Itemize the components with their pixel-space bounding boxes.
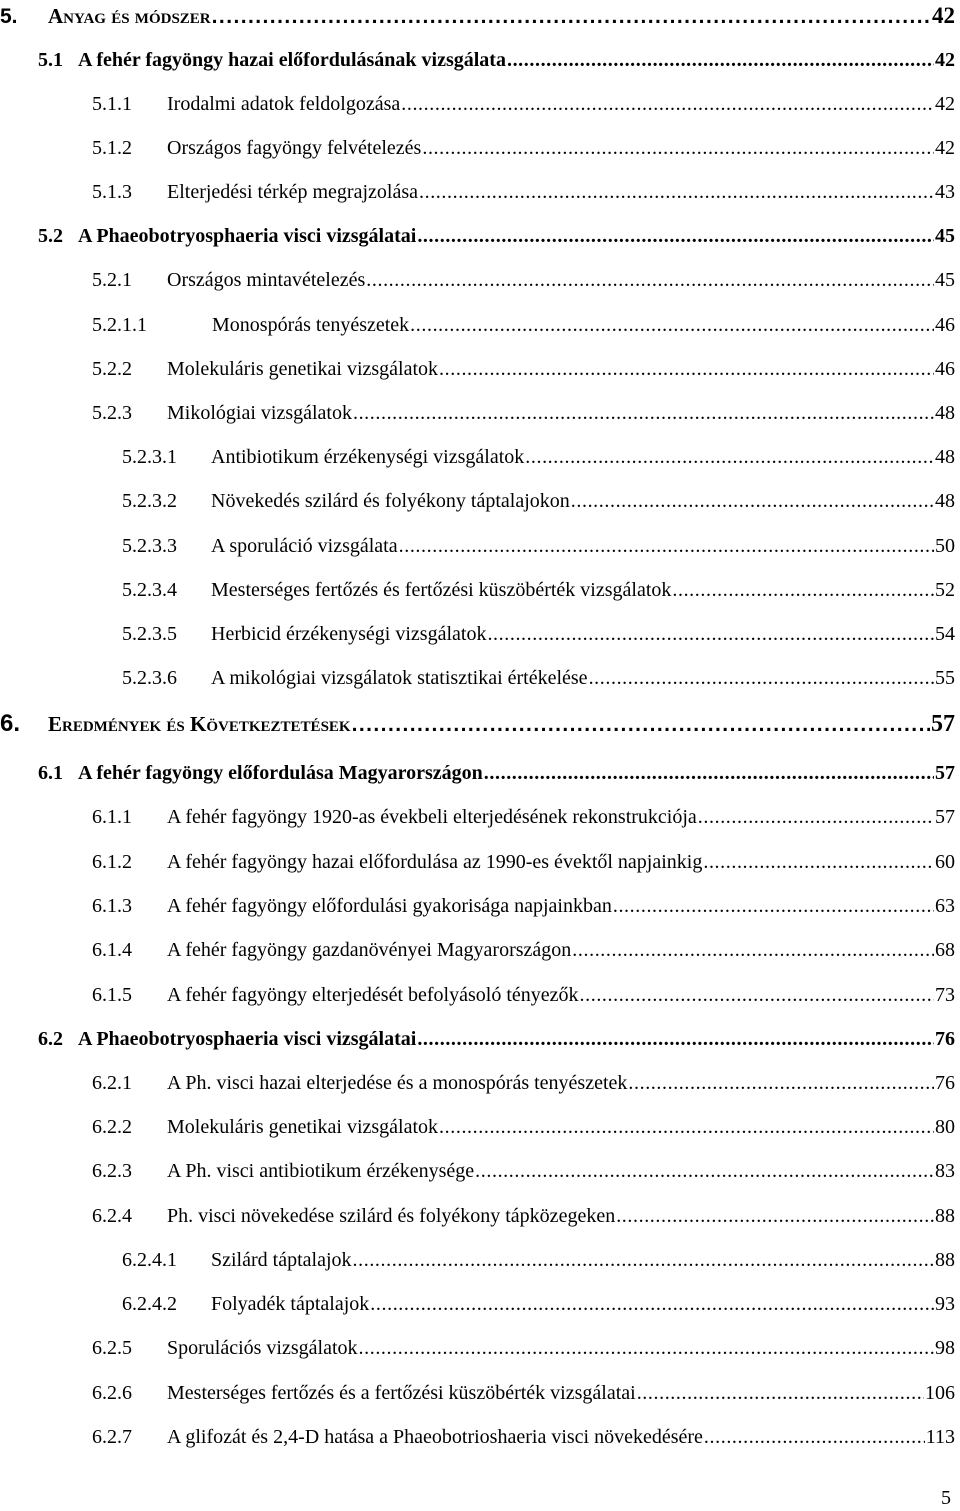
toc-title: Mesterséges fertőzés és a fertőzési küszöbérték vizsgálatai xyxy=(167,1382,636,1404)
toc-number: 5. xyxy=(0,5,18,28)
dot-leader xyxy=(439,353,934,385)
toc-page: 42 xyxy=(935,49,955,71)
toc-entry-chapter-5[interactable] xyxy=(0,0,960,32)
dot-leader xyxy=(212,1,931,33)
dot-leader xyxy=(359,1332,934,1364)
toc-title: A fehér fagyöngy előfordulása Magyarországon xyxy=(78,762,483,784)
dot-leader xyxy=(417,220,934,252)
dot-leader xyxy=(672,574,934,606)
toc-page: 55 xyxy=(935,667,955,689)
toc-number: 6.2.1 xyxy=(92,1072,132,1094)
toc-page: 83 xyxy=(935,1160,955,1182)
page-number: 5 xyxy=(941,1487,951,1509)
toc-title: Molekuláris genetikai vizsgálatok xyxy=(167,358,439,380)
toc-title: A fehér fagyöngy 1920-as évekbeli elterjedésének rekonstrukciója xyxy=(167,806,697,828)
toc-title: A fehér fagyöngy elterjedését befolyásoló tényezők xyxy=(167,984,579,1006)
toc-number: 5.2 xyxy=(38,225,63,247)
toc-entry[interactable] xyxy=(0,1067,960,1099)
toc-entry[interactable] xyxy=(0,1111,960,1143)
toc-entry[interactable] xyxy=(0,1332,960,1364)
dot-leader xyxy=(439,1111,934,1143)
toc-title: Antibiotikum érzékenységi vizsgálatok xyxy=(211,446,525,468)
toc-number: 5.2.3.5 xyxy=(122,623,177,645)
toc-number: 6.2.7 xyxy=(92,1426,132,1448)
toc-page: 54 xyxy=(935,623,955,645)
toc-title: A Phaeobotryosphaeria visci vizsgálatai xyxy=(78,1028,417,1050)
toc-page: 46 xyxy=(935,314,955,336)
toc-page: 88 xyxy=(935,1205,955,1227)
toc-number: 6.2.4.1 xyxy=(122,1249,177,1271)
toc-title: Herbicid érzékenységi vizsgálatok xyxy=(211,623,487,645)
toc-number: 6.1.3 xyxy=(92,895,132,917)
toc-page: 73 xyxy=(935,984,955,1006)
dot-leader xyxy=(401,88,934,120)
toc-title: A glifozát és 2,4-D hatása a Phaeobotrioshaeria visci növekedésére xyxy=(167,1426,703,1448)
toc-entry[interactable] xyxy=(0,934,960,966)
toc-entry[interactable] xyxy=(0,1023,960,1055)
toc-page: 93 xyxy=(935,1293,955,1315)
dot-leader xyxy=(613,890,934,922)
dot-leader xyxy=(637,1377,924,1409)
dot-leader xyxy=(507,44,934,76)
toc-number: 6.2.6 xyxy=(92,1382,132,1404)
toc-title: Országos mintavételezés xyxy=(167,269,366,291)
toc-number: 6.2.3 xyxy=(92,1160,132,1182)
toc-title: Ph. visci növekedése szilárd és folyékony tápközegeken xyxy=(167,1205,616,1227)
toc-title: A fehér fagyöngy hazai előfordulása az 1990-es évektől napjainkig xyxy=(167,851,703,873)
toc-number: 5.2.3.4 xyxy=(122,579,177,601)
toc-entry[interactable] xyxy=(0,846,960,878)
dot-leader xyxy=(353,397,934,429)
toc-entry[interactable] xyxy=(0,801,960,833)
toc-title: Országos fagyöngy felvételezés xyxy=(167,137,422,159)
toc-entry[interactable] xyxy=(0,485,960,517)
toc-page: 106 xyxy=(925,1382,955,1404)
dot-leader xyxy=(572,934,934,966)
toc-title: A Phaeobotryosphaeria visci vizsgálatai xyxy=(78,225,417,247)
toc-title: A Ph. visci antibiotikum érzékenysége xyxy=(167,1160,475,1182)
toc-number: 6.1 xyxy=(38,762,63,784)
toc-entry[interactable] xyxy=(0,1288,960,1320)
toc-title: Mesterséges fertőzés és fertőzési küszöbérték vizsgálatok xyxy=(211,579,672,601)
dot-leader xyxy=(370,1288,934,1320)
toc-title: Sporulációs vizsgálatok xyxy=(167,1337,358,1359)
toc-number: 6.2.4.2 xyxy=(122,1293,177,1315)
toc-entry[interactable] xyxy=(0,530,960,562)
toc-number: 5.2.1 xyxy=(92,269,132,291)
toc-page: 57 xyxy=(935,806,955,828)
toc-page: 42 xyxy=(932,3,955,28)
toc-entry[interactable] xyxy=(0,264,960,296)
dot-leader xyxy=(419,176,934,208)
toc-entry[interactable] xyxy=(0,353,960,385)
toc-page: 76 xyxy=(935,1072,955,1094)
toc-entry[interactable] xyxy=(0,132,960,164)
dot-leader xyxy=(628,1067,934,1099)
toc-page: 50 xyxy=(935,535,955,557)
toc-page: 80 xyxy=(935,1116,955,1138)
toc-entry[interactable] xyxy=(0,979,960,1011)
toc-number: 5.2.3.2 xyxy=(122,490,177,512)
toc-page: 42 xyxy=(935,93,955,115)
dot-leader xyxy=(353,1244,934,1276)
toc-number: 5.2.2 xyxy=(92,358,132,380)
toc-title: A mikológiai vizsgálatok statisztikai értékelése xyxy=(211,667,588,689)
toc-page: 63 xyxy=(935,895,955,917)
dot-leader xyxy=(484,757,934,789)
toc-number: 6.1.2 xyxy=(92,851,132,873)
toc-title: A Ph. visci hazai elterjedése és a monospórás tenyészetek xyxy=(167,1072,628,1094)
toc-title: Folyadék táptalajok xyxy=(211,1293,370,1315)
toc-title: Növekedés szilárd és folyékony táptalajokon xyxy=(211,490,570,512)
dot-leader xyxy=(580,979,934,1011)
toc-number: 5.1.2 xyxy=(92,137,132,159)
toc-page: 76 xyxy=(935,1028,955,1050)
toc-page: 98 xyxy=(935,1337,955,1359)
dot-leader xyxy=(616,1200,934,1232)
toc-title: A sporuláció vizsgálata xyxy=(211,535,398,557)
toc-page: 57 xyxy=(931,711,955,737)
toc-page: 45 xyxy=(935,225,955,247)
toc-entry[interactable] xyxy=(0,1155,960,1187)
toc-entry[interactable] xyxy=(0,441,960,473)
toc-number: 6.2 xyxy=(38,1028,63,1050)
dot-leader xyxy=(352,709,930,741)
dot-leader xyxy=(698,801,934,833)
toc-entry[interactable] xyxy=(0,1377,960,1409)
toc-title: Irodalmi adatok feldolgozása xyxy=(167,93,401,115)
dot-leader xyxy=(703,846,934,878)
toc-number: 5.2.3.6 xyxy=(122,667,177,689)
toc-number: 5.2.3 xyxy=(92,402,132,424)
toc-title: Eredmények és Következtetések xyxy=(48,712,351,736)
toc-number: 6.2.5 xyxy=(92,1337,132,1359)
toc-number: 6.1.5 xyxy=(92,984,132,1006)
toc-page: 68 xyxy=(935,939,955,961)
dot-leader xyxy=(571,485,934,517)
toc-number: 6. xyxy=(0,710,21,737)
toc-entry[interactable] xyxy=(0,890,960,922)
toc-entry[interactable] xyxy=(0,309,960,341)
dot-leader xyxy=(366,264,934,296)
toc-entry[interactable] xyxy=(0,44,960,76)
toc-title: Mikológiai vizsgálatok xyxy=(167,402,352,424)
toc-title: Elterjedési térkép megrajzolása xyxy=(167,181,418,203)
dot-leader xyxy=(589,662,934,694)
toc-entry[interactable] xyxy=(0,220,960,252)
toc-number: 6.1.1 xyxy=(92,806,132,828)
toc-page: 52 xyxy=(935,579,955,601)
toc-title: A fehér fagyöngy gazdanövényei Magyarországon xyxy=(167,939,572,961)
toc-entry[interactable] xyxy=(0,88,960,120)
toc-page: 113 xyxy=(925,1426,955,1448)
toc-page: 46 xyxy=(935,358,955,380)
toc-number: 6.2.4 xyxy=(92,1205,132,1227)
dot-leader xyxy=(422,132,934,164)
toc-number: 5.1 xyxy=(38,49,63,71)
toc-page: 42 xyxy=(935,137,955,159)
toc-number: 5.2.3.1 xyxy=(122,446,177,468)
dot-leader xyxy=(475,1155,934,1187)
toc-page: 57 xyxy=(935,762,955,784)
toc-number: 6.2.2 xyxy=(92,1116,132,1138)
toc-entry[interactable] xyxy=(0,757,960,789)
toc-entry[interactable] xyxy=(0,176,960,208)
toc-page: 48 xyxy=(935,490,955,512)
toc-page: 48 xyxy=(935,446,955,468)
toc-title: Molekuláris genetikai vizsgálatok xyxy=(167,1116,439,1138)
toc-page: 48 xyxy=(935,402,955,424)
dot-leader xyxy=(399,530,934,562)
toc-title: Monospórás tenyészetek xyxy=(212,314,410,336)
toc-entry[interactable] xyxy=(0,1244,960,1276)
toc-title: Szilárd táptalajok xyxy=(211,1249,352,1271)
dot-leader xyxy=(410,309,934,341)
toc-title: A fehér fagyöngy előfordulási gyakorisága napjainkban xyxy=(167,895,612,917)
toc-entry[interactable] xyxy=(0,618,960,650)
toc-title: A fehér fagyöngy hazai előfordulásának vizsgálata xyxy=(78,49,506,71)
toc-entry[interactable] xyxy=(0,1200,960,1232)
toc-entry[interactable] xyxy=(0,662,960,694)
toc-page: 60 xyxy=(935,851,955,873)
toc-page: 43 xyxy=(935,181,955,203)
toc-entry[interactable] xyxy=(0,397,960,429)
toc-entry-chapter-6[interactable] xyxy=(0,708,960,740)
toc-entry[interactable] xyxy=(0,1421,960,1453)
toc-page: 88 xyxy=(935,1249,955,1271)
dot-leader xyxy=(417,1023,934,1055)
toc-number: 5.2.3.3 xyxy=(122,535,177,557)
toc-page: 45 xyxy=(935,269,955,291)
toc-number: 5.1.3 xyxy=(92,181,132,203)
dot-leader xyxy=(704,1421,925,1453)
dot-leader xyxy=(487,618,934,650)
toc-title: Anyag és módszer xyxy=(48,4,211,28)
dot-leader xyxy=(525,441,934,473)
toc-number: 5.1.1 xyxy=(92,93,132,115)
toc-entry[interactable] xyxy=(0,574,960,606)
toc-number: 6.1.4 xyxy=(92,939,132,961)
toc-number: 5.2.1.1 xyxy=(92,314,147,336)
